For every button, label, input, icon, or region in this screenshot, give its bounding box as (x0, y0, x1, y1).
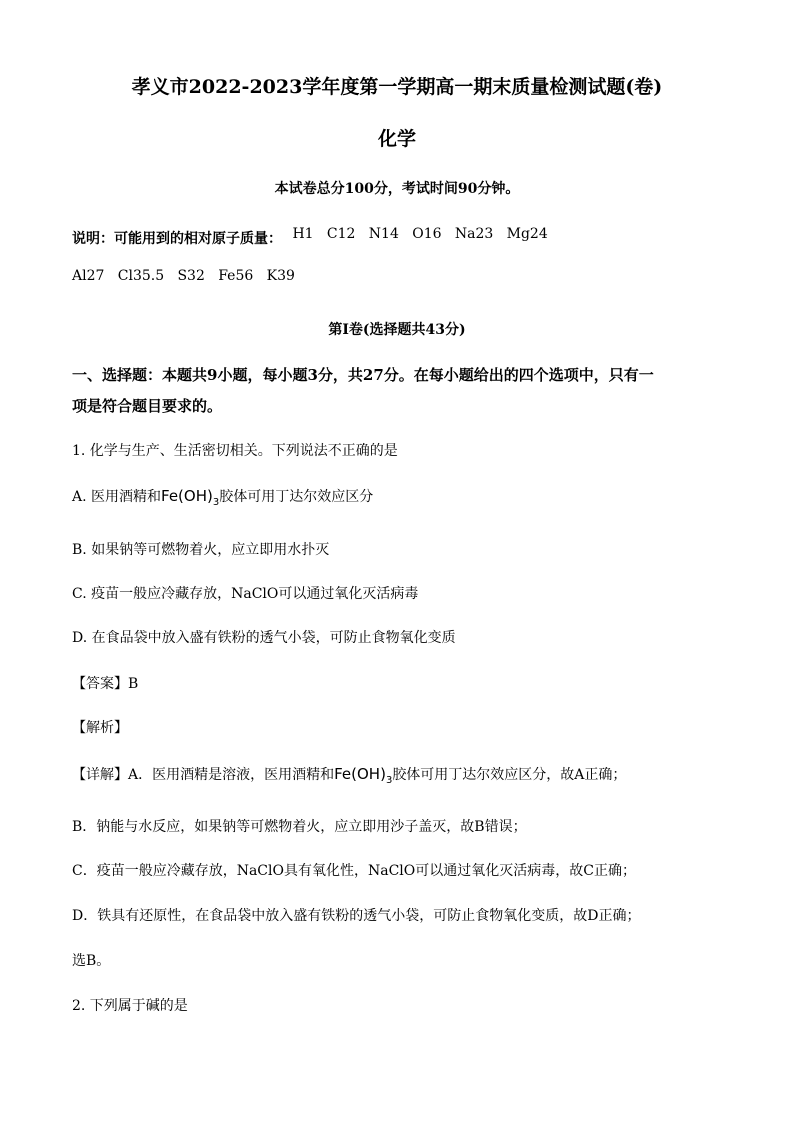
detail-b: B．钠能与水反应，如果钠等可燃物着火，应立即用沙子盖灭，故B错误； (72, 819, 527, 835)
section-instructions-2: 项是符合题目要求的。 (72, 397, 223, 415)
question-2-stem: 2. 下列属于碱的是 (72, 998, 188, 1014)
question-1-option-c: C. 疫苗一般应冷藏存放，NaClO可以通过氧化灭活病毒 (72, 586, 419, 602)
subject-title: 化学 (377, 128, 416, 150)
section-instructions-1: 一、选择题：本题共9小题，每小题3分，共27分。在每小题给出的四个选项中，只有一 (72, 366, 654, 384)
question-1-stem: 1. 化学与生产、生活密切相关。下列说法不正确的是 (72, 443, 398, 459)
option-a-prefix: A. 医用酒精和 (72, 489, 162, 505)
formula-main: Fe(OH) (334, 765, 386, 783)
atomic-masses-line-2: Al27 Cl35.5 S32 Fe56 K39 (72, 268, 295, 284)
note-label: 说明：可能用到的相对原子质量： (72, 231, 282, 247)
analysis-label: 【解析】 (72, 720, 128, 736)
question-1-option-a (72, 486, 373, 508)
detail-a-prefix: 【详解】A．医用酒精是溶液，医用酒精和 (72, 767, 335, 783)
exam-info: 本试卷总分100分，考试时间90分钟。 (274, 181, 520, 197)
question-1-option-b: B. 如果钠等可燃物着火，应立即用水扑灭 (72, 542, 330, 558)
fe-oh-3-formula (161, 487, 220, 508)
formula-subscript: 3 (212, 497, 220, 508)
page-title: 孝义市2022-2023学年度第一学期高一期末质量检测试题(卷) (131, 76, 663, 98)
formula-subscript: 3 (385, 775, 393, 786)
section-title: 第I卷(选择题共43分) (328, 322, 466, 338)
answer-line: 【答案】B (72, 676, 139, 692)
detail-d: D．铁具有还原性，在食品袋中放入盛有铁粉的透气小袋，可防止食物氧化变质，故D正确； (72, 908, 641, 924)
atomic-masses-line-1: H1 C12 N14 O16 Na23 Mg24 (292, 226, 548, 242)
detail-c: C．疫苗一般应冷藏存放，NaClO具有氧化性，NaClO可以通过氧化灭活病毒，故C正确； (72, 863, 636, 879)
option-a-suffix: 胶体可用丁达尔效应区分 (219, 489, 374, 505)
detail-a-suffix: 胶体可用丁达尔效应区分，故A正确； (392, 767, 627, 783)
fe-oh-3-formula-detail (334, 765, 393, 786)
atomic-mass-note (72, 228, 548, 248)
question-1-option-d: D. 在食品袋中放入盛有铁粉的透气小袋，可防止食物氧化变质 (72, 630, 456, 646)
detail-a (72, 764, 626, 786)
conclusion: 选B。 (72, 953, 111, 969)
formula-main: Fe(OH) (161, 487, 213, 505)
